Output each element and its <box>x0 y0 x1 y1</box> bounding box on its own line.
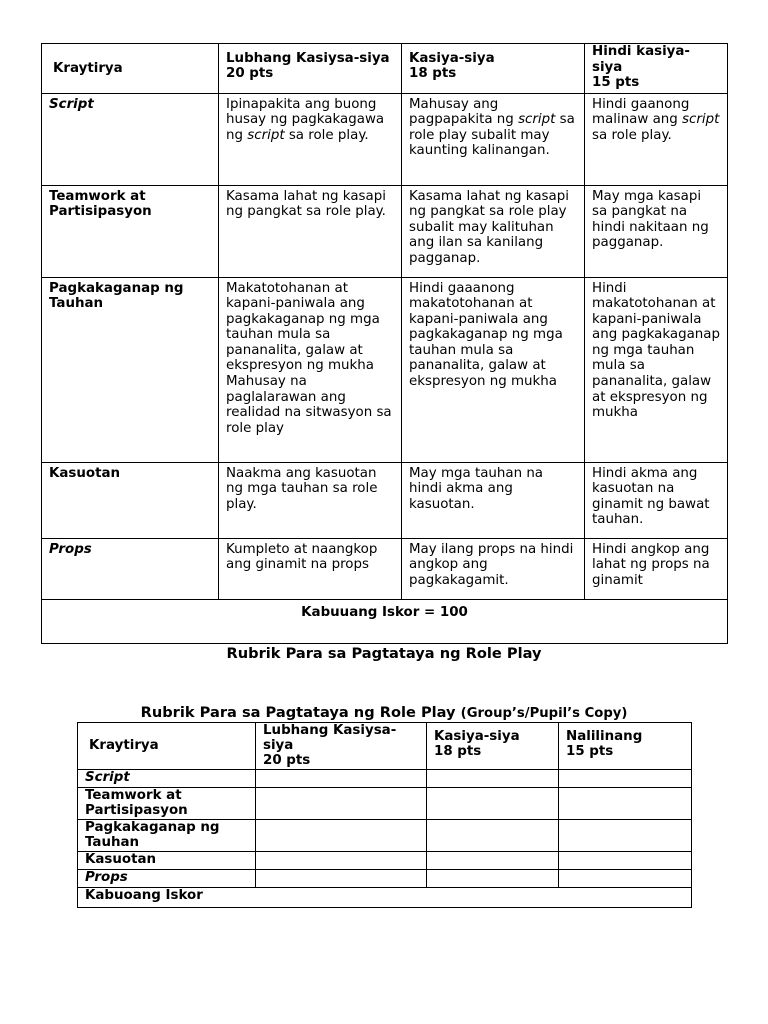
pagkakaganap-level1: Makatotohanan at kapani-paniwala ang pagkakaganap ng mga tauhan mula sa pananalita, galaw at ekspresyon ng mukha Mahusay na paglalarawan ang realidad na sitwasyon sa role play <box>219 277 402 462</box>
header-level2: Kasiya-siya 18 pts <box>402 44 585 94</box>
copy-row-teamwork <box>78 788 692 820</box>
copy-criterion-pagkakaganap: Pagkakaganap ng Tauhan <box>78 820 256 852</box>
copy-score-cell[interactable] <box>427 852 559 870</box>
copy-row-script <box>78 770 692 788</box>
header-level3: Hindi kasiya-siya 15 pts <box>585 44 728 94</box>
criterion-script: Script <box>42 93 219 185</box>
props-level1: Kumpleto at naangkop ang ginamit na props <box>219 538 402 599</box>
rubric-row-teamwork <box>42 185 728 277</box>
props-level2: May ilang props na hindi angkop ang pagkakagamit. <box>402 538 585 599</box>
rubric-row-kasuotan <box>42 462 728 538</box>
copy-score-cell[interactable] <box>559 852 692 870</box>
copy-caption-sub: (Group’s/Pupil’s Copy) <box>460 706 628 721</box>
rubric-row-pagkakaganap <box>42 277 728 462</box>
copy-table <box>77 722 692 908</box>
header-level1: Lubhang Kasiysa-siya 20 pts <box>219 44 402 94</box>
copy-score-cell[interactable] <box>559 770 692 788</box>
copy-header-criteria: Kraytirya <box>78 723 256 770</box>
copy-score-cell[interactable] <box>256 770 427 788</box>
copy-header-level1: Lubhang Kasiysa-siya 20 pts <box>256 723 427 770</box>
copy-score-cell[interactable] <box>256 852 427 870</box>
copy-header-row <box>78 723 692 770</box>
rubric-total: Kabuuang Iskor = 100 <box>42 599 728 643</box>
header-criteria: Kraytirya <box>42 44 219 94</box>
rubric-row-script <box>42 93 728 185</box>
copy-score-cell[interactable] <box>256 870 427 888</box>
rubric-row-props <box>42 538 728 599</box>
script-level1: Ipinapakita ang buong husay ng pagkakagawa ng script sa role play. <box>219 93 402 185</box>
copy-row-kasuotan <box>78 852 692 870</box>
script-level3: Hindi gaanong malinaw ang script sa role play. <box>585 93 728 185</box>
copy-row-pagkakaganap <box>78 820 692 852</box>
copy-score-cell[interactable] <box>427 870 559 888</box>
copy-caption <box>0 704 768 721</box>
criterion-teamwork: Teamwork at Partisipasyon <box>42 185 219 277</box>
copy-total: Kabuoang Iskor <box>78 888 692 908</box>
copy-score-cell[interactable] <box>256 788 427 820</box>
script-level2: Mahusay ang pagpapakita ng script sa role play subalit may kaunting kalinangan. <box>402 93 585 185</box>
kasuotan-level3: Hindi akma ang kasuotan na ginamit ng bawat tauhan. <box>585 462 728 538</box>
criterion-kasuotan: Kasuotan <box>42 462 219 538</box>
rubric-header-row <box>42 44 728 94</box>
copy-header-level2: Kasiya-siya 18 pts <box>427 723 559 770</box>
copy-score-cell[interactable] <box>559 870 692 888</box>
copy-caption-title: Rubrik Para sa Pagtataya ng Role Play <box>140 704 456 721</box>
rubric-table <box>41 43 728 644</box>
copy-score-cell[interactable] <box>427 770 559 788</box>
props-level3: Hindi angkop ang lahat ng props na ginamit <box>585 538 728 599</box>
copy-criterion-script: Script <box>78 770 256 788</box>
teamwork-level2: Kasama lahat ng kasapi ng pangkat sa role play subalit may kalituhan ang ilan sa kanilang pagganap. <box>402 185 585 277</box>
copy-score-cell[interactable] <box>427 788 559 820</box>
copy-header-level3: Nalilinang 15 pts <box>559 723 692 770</box>
copy-criterion-props: Props <box>78 870 256 888</box>
copy-criterion-kasuotan: Kasuotan <box>78 852 256 870</box>
copy-score-cell[interactable] <box>559 788 692 820</box>
kasuotan-level1: Naakma ang kasuotan ng mga tauhan sa role play. <box>219 462 402 538</box>
criterion-props: Props <box>42 538 219 599</box>
pagkakaganap-level2: Hindi gaaanong makatotohanan at kapani-paniwala ang pagkakaganap ng mga tauhan mula sa pananalita, galaw at ekspresyon ng mukha <box>402 277 585 462</box>
copy-score-cell[interactable] <box>427 820 559 852</box>
criterion-pagkakaganap: Pagkakaganap ng Tauhan <box>42 277 219 462</box>
kasuotan-level2: May mga tauhan na hindi akma ang kasuotan. <box>402 462 585 538</box>
copy-row-props <box>78 870 692 888</box>
rubric-caption: Rubrik Para sa Pagtataya ng Role Play <box>226 645 542 662</box>
copy-total-row <box>78 888 692 908</box>
pagkakaganap-level3: Hindi makatotohanan at kapani-paniwala ang pagkakaganap ng mga tauhan mula sa pananalita, galaw at ekspresyon ng mukha <box>585 277 728 462</box>
copy-score-cell[interactable] <box>256 820 427 852</box>
rubric-total-row <box>42 599 728 643</box>
teamwork-level1: Kasama lahat ng kasapi ng pangkat sa role play. <box>219 185 402 277</box>
copy-criterion-teamwork: Teamwork at Partisipasyon <box>78 788 256 820</box>
copy-score-cell[interactable] <box>559 820 692 852</box>
teamwork-level3: May mga kasapi sa pangkat na hindi nakitaan ng pagganap. <box>585 185 728 277</box>
